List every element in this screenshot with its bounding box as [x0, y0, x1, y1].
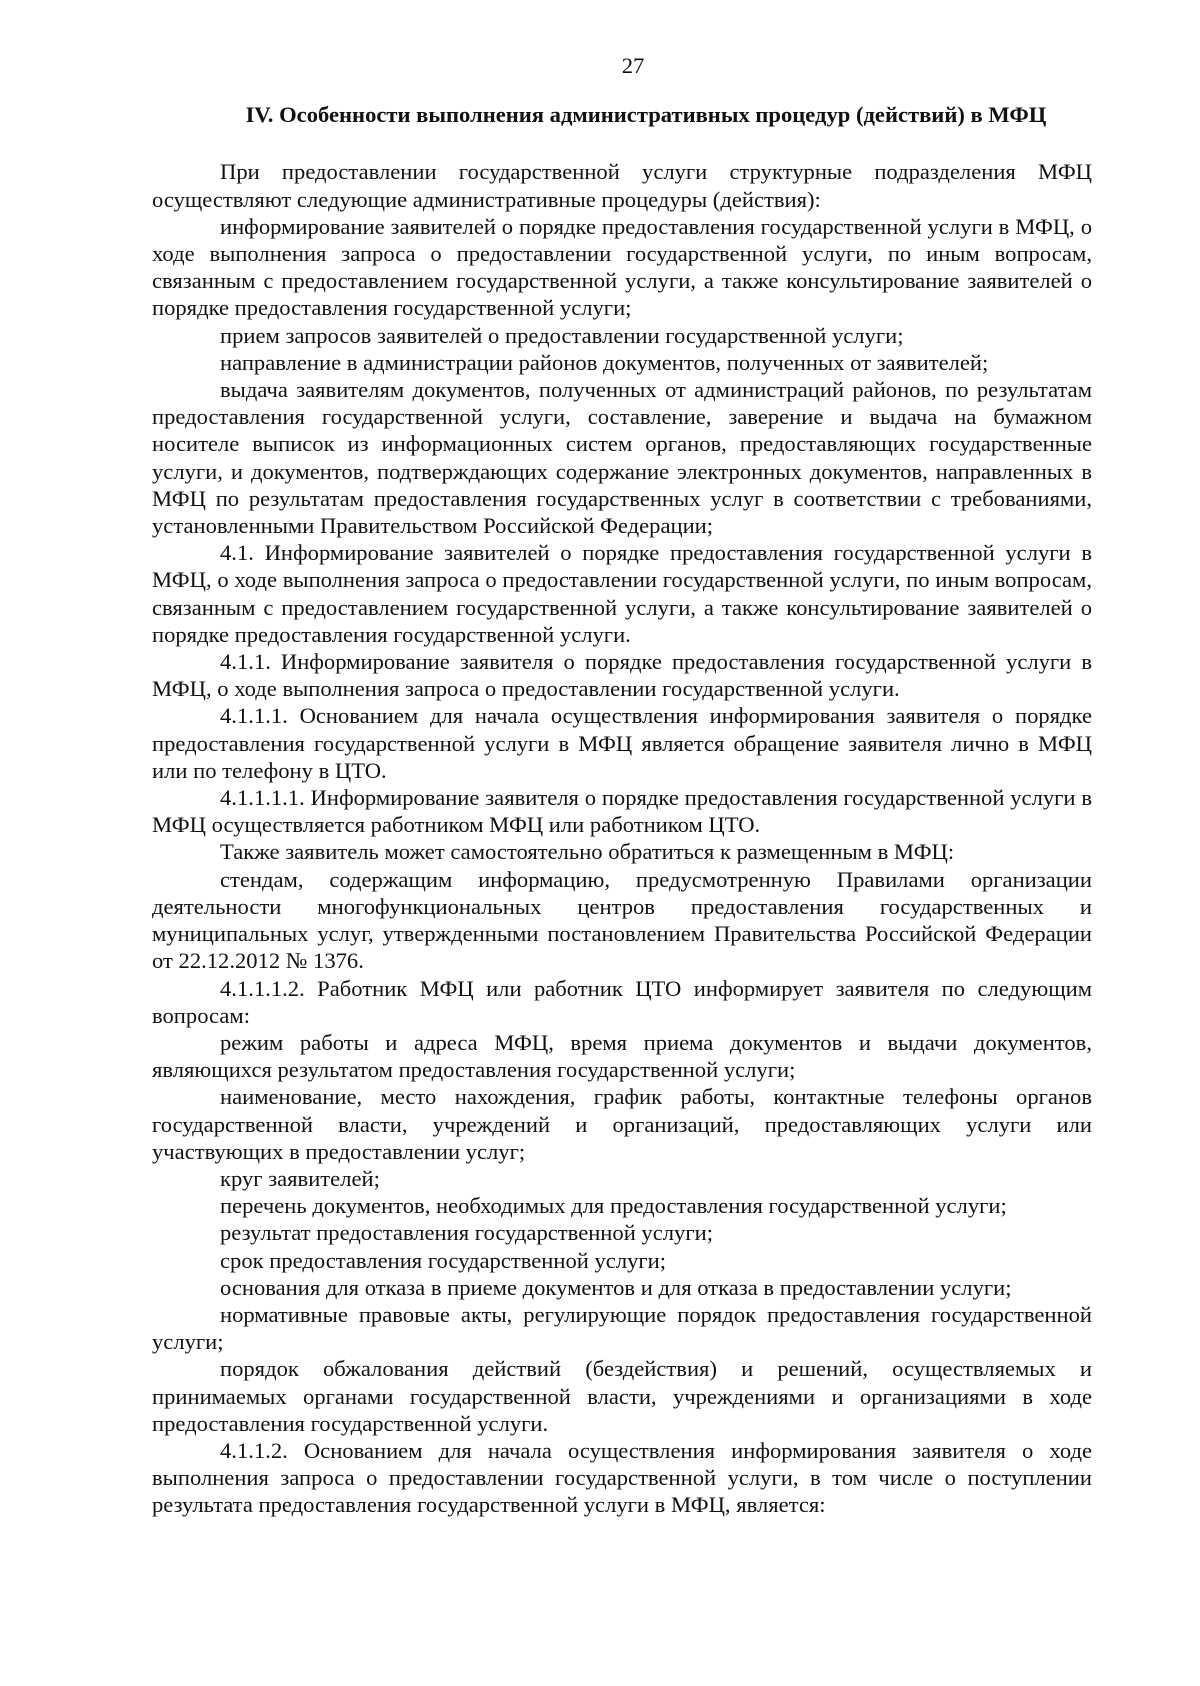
paragraph: информирование заявителей о порядке предоставления государственной услуги в МФЦ, о ходе выполнения запроса о предоставлении государственной услуги, по иным вопросам, связанным с предоставлением государственной услуги, а также консультирование заявителей о порядке предоставления государственной услуги; [152, 213, 1092, 321]
paragraph: 4.1.1. Информирование заявителя о порядке предоставления государственной услуги в МФЦ, о ходе выполнения запроса о предоставлении государственной услуги. [152, 649, 1092, 702]
page-number: 27 [621, 53, 645, 78]
document-body [152, 158, 1092, 1518]
paragraph: нормативные правовые акты, регулирующие порядок предоставления государственной услуги; [152, 1301, 1092, 1355]
paragraph: режим работы и адреса МФЦ, время приема документов и выдачи документов, являющихся результатом предоставления государственной услуги; [152, 1029, 1092, 1083]
paragraph: круг заявителей; [220, 1165, 380, 1191]
paragraph: основания для отказа в приеме документов и для отказа в предоставлении услуги; [220, 1274, 1012, 1300]
paragraph: Также заявитель может самостоятельно обратиться к размещенным в МФЦ: [220, 839, 955, 865]
paragraph: направление в администрации районов документов, полученных от заявителей; [220, 349, 989, 375]
paragraph: перечень документов, необходимых для предоставления государственной услуги; [220, 1193, 1007, 1219]
paragraph: стендам, содержащим информацию, предусмотренную Правилами организации деятельности многофункциональных центров предоставления государственных и муниципальных услуг, утвержденными постановлением Правительства Российской Федерации от 22.12.2012 № 1376. [152, 866, 1092, 974]
paragraph: 4.1.1.1. Основанием для начала осуществления информирования заявителя о порядке предоставления государственной услуги в МФЦ является обращение заявителя лично в МФЦ или по телефону в ЦТО. [152, 703, 1092, 783]
paragraph: выдача заявителям документов, полученных от администраций районов, по результатам предоставления государственной услуги, составление, заверение и выдача на бумажном носителе выписок из информационных систем органов, предоставляющих государственные услуги, и документов, подтверждающих содержание электронных документов, направленных в МФЦ по результатам предоставления государственных услуг в соответствии с требованиями, установленными Правительством Российской Федерации; [152, 377, 1092, 539]
paragraph: срок предоставления государственной услуги; [220, 1247, 667, 1273]
paragraph: прием запросов заявителей о предоставлении государственной услуги; [220, 322, 904, 348]
paragraph: 4.1.1.1.1. Информирование заявителя о порядке предоставления государственной услуги в МФЦ осуществляется работником МФЦ или работником ЦТО. [152, 785, 1092, 838]
paragraph: При предоставлении государственной услуги структурные подразделения МФЦ осуществляют следующие административные процедуры (действия): [152, 159, 1092, 212]
paragraph: наименование, место нахождения, график работы, контактные телефоны органов государственной власти, учреждений и организаций, предоставляющих услуги или участвующих в предоставлении услуг; [152, 1084, 1092, 1164]
paragraph: 4.1.1.1.2. Работник МФЦ или работник ЦТО информирует заявителя по следующим вопросам: [152, 975, 1092, 1028]
paragraph: порядок обжалования действий (бездействия) и решений, осуществляемых и принимаемых органами государственной власти, учреждениями и организациями в ходе предоставления государственной услуги. [152, 1356, 1092, 1436]
section-heading: IV. Особенности выполнения административных процедур (действий) в МФЦ [245, 102, 1047, 128]
paragraph: результат предоставления государственной услуги; [220, 1220, 713, 1246]
paragraph: 4.1. Информирование заявителей о порядке предоставления государственной услуги в МФЦ, о ходе выполнения запроса о предоставлении государственной услуги, по иным вопросам, связанным с предоставлением государственной услуги, а также консультирование заявителей о порядке предоставления государственной услуги. [152, 540, 1092, 647]
paragraph: 4.1.1.2. Основанием для начала осуществления информирования заявителя о ходе выполнения запроса о предоставлении государственной услуги, в том числе о поступлении результата предоставления государственной услуги в МФЦ, является: [152, 1437, 1092, 1518]
